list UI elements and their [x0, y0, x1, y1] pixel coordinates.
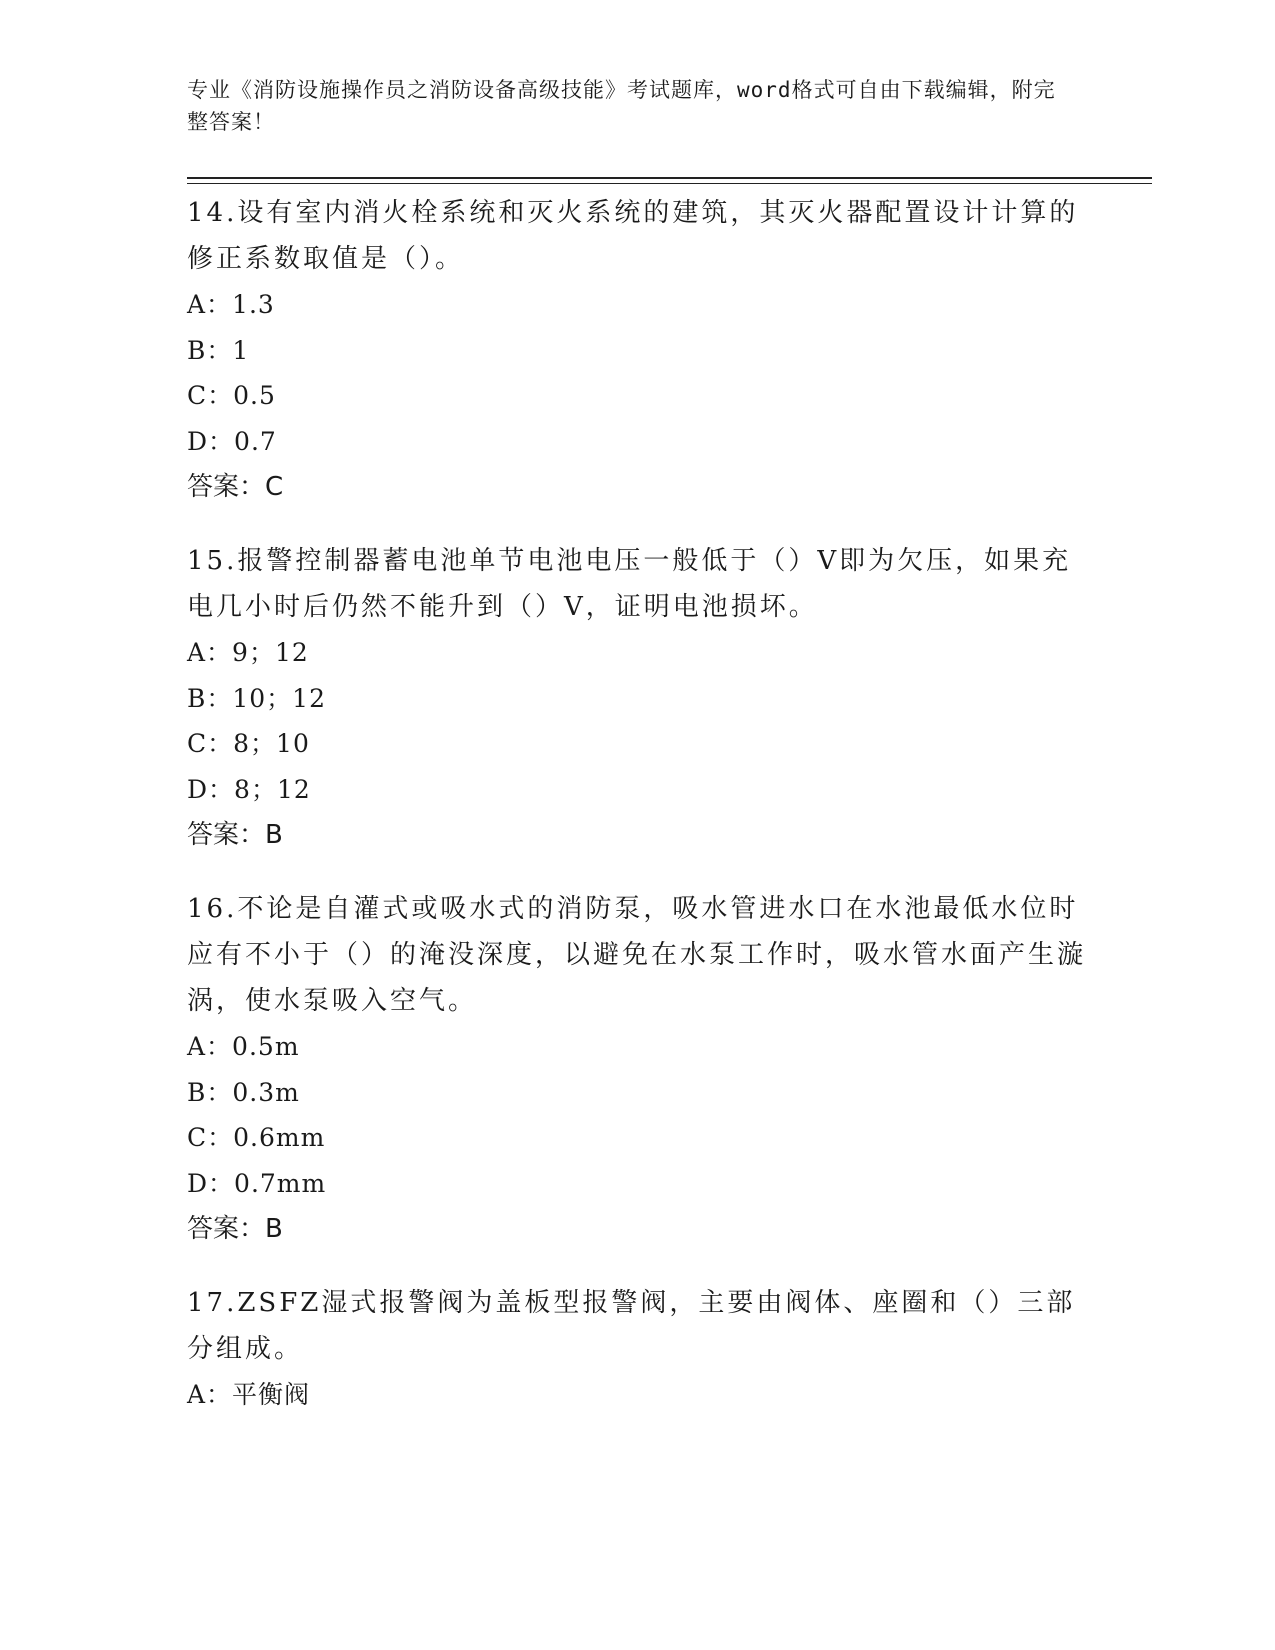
header-divider-thick — [187, 177, 1152, 179]
option-a: A：0.5m — [187, 1032, 300, 1061]
option-b: B：1 — [187, 335, 250, 365]
option-c: C：0.5 — [187, 381, 276, 410]
answer-text: 答案：C — [187, 472, 284, 502]
question-14 — [187, 190, 1087, 510]
question-text: 17.ZSFZ湿式报警阀为盖板型报警阀，主要由阀体、座圈和（）三部分组成。 — [187, 1288, 1076, 1364]
answer-text: 答案：B — [187, 820, 283, 850]
option-d: D：0.7 — [187, 426, 277, 456]
document-header: 专业《消防设施操作员之消防设备高级技能》考试题库，word格式可自由下载编辑，附完整答案！ — [187, 78, 1056, 134]
header-divider-thin — [187, 183, 1152, 184]
question-15 — [187, 538, 1087, 858]
option-c: C：8；10 — [187, 729, 310, 758]
option-a: A：1.3 — [187, 290, 275, 319]
question-17 — [187, 1280, 1087, 1418]
option-b: B：10；12 — [187, 683, 326, 713]
option-a: A：平衡阀 — [187, 1380, 311, 1409]
option-d: D：8；12 — [187, 774, 311, 804]
option-a: A：9；12 — [187, 638, 309, 667]
question-16 — [187, 886, 1087, 1252]
question-text: 15.报警控制器蓄电池单节电池电压一般低于（）V即为欠压，如果充电几小时后仍然不能升到（）V，证明电池损坏。 — [187, 546, 1072, 622]
question-list — [187, 190, 1087, 1446]
option-b: B：0.3m — [187, 1077, 300, 1107]
option-d: D：0.7mm — [187, 1168, 327, 1198]
question-text: 14.设有室内消火栓系统和灭火系统的建筑，其灭火器配置设计计算的修正系数取值是（）。 — [187, 198, 1079, 274]
answer-text: 答案：B — [187, 1214, 283, 1244]
question-text: 16.不论是自灌式或吸水式的消防泵，吸水管进水口在水池最低水位时应有不小于（）的淹没深度，以避免在水泵工作时，吸水管水面产生漩涡，使水泵吸入空气。 — [187, 894, 1087, 1016]
option-c: C：0.6mm — [187, 1123, 326, 1152]
